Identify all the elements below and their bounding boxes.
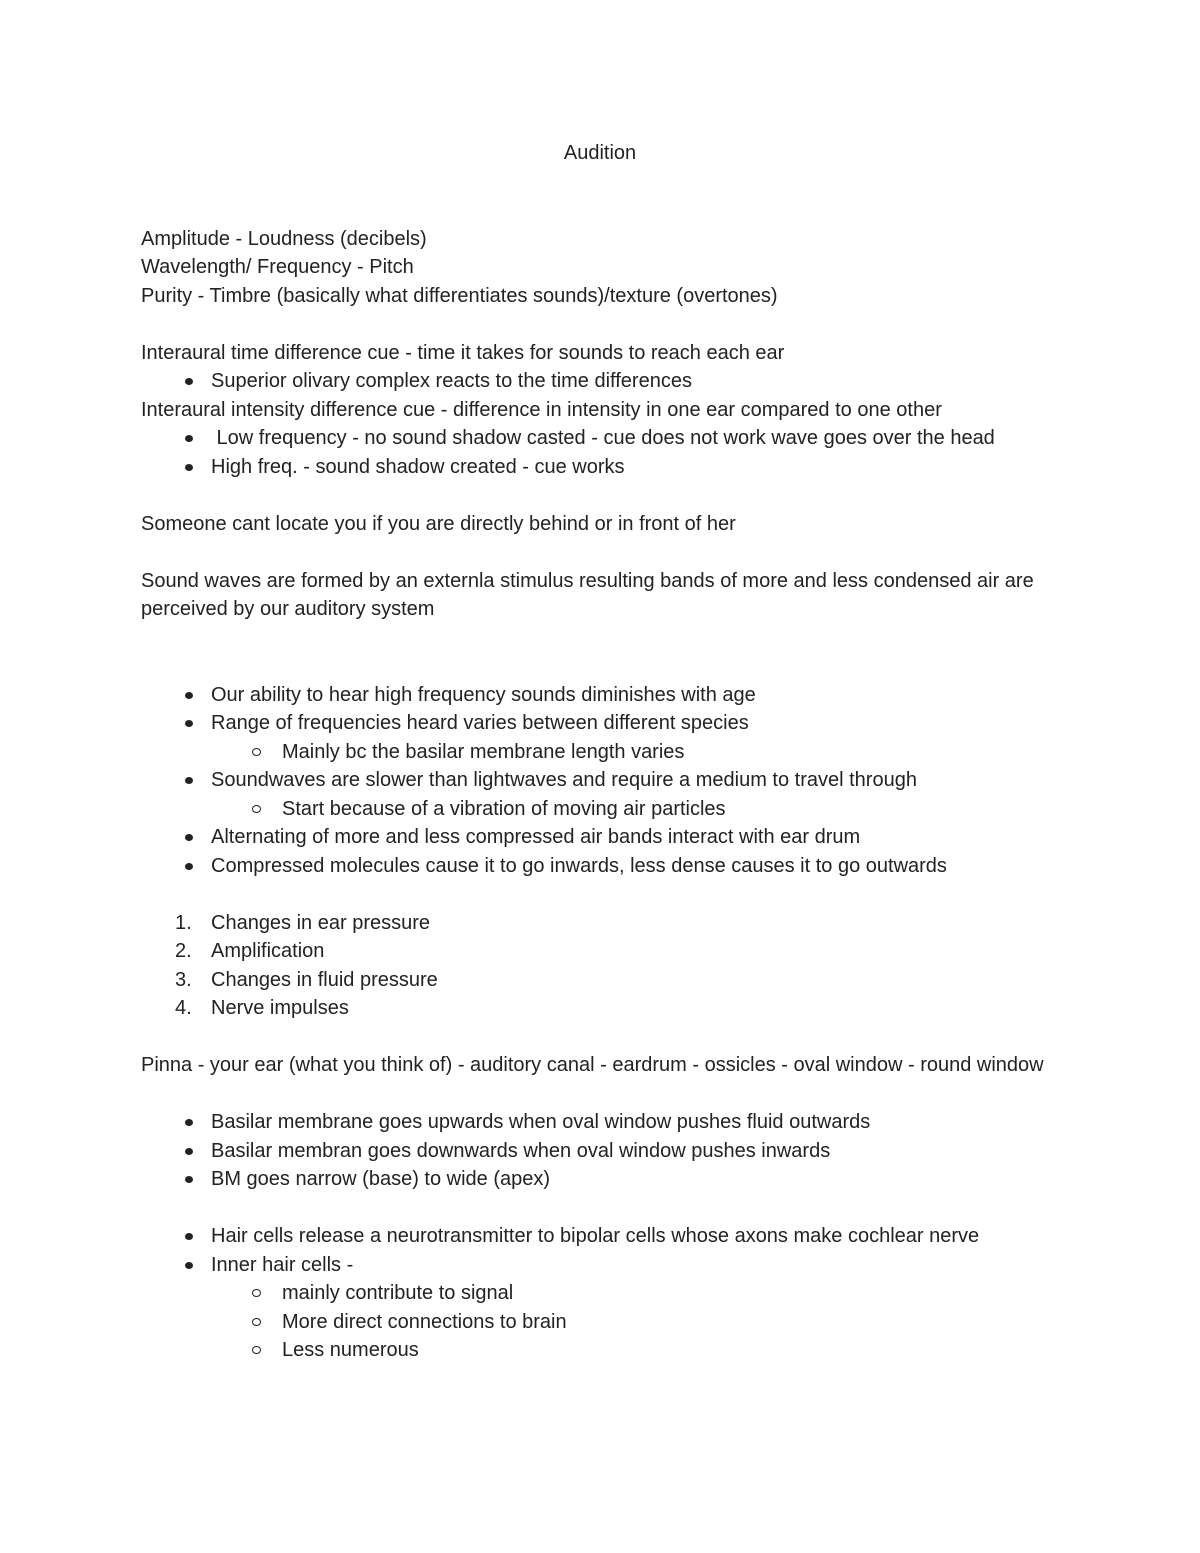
list-item-text: Our ability to hear high frequency sounds diminishes with age [211,683,756,706]
item-number: 3. [175,968,192,991]
list-item-text: Hair cells release a neurotransmitter to bipolar cells whose axons make cochlear nerve [211,1225,980,1247]
pathway-paragraph: Pinna - your ear (what you think of) - auditory canal - eardrum - ossicles - oval window - round window [141,1054,1044,1076]
sub-list-item-text: Less numerous [282,1339,419,1361]
item-number: 1. [175,911,192,934]
numbered-item-text: Amplification [211,940,325,962]
list-item-text: BM goes narrow (base) to wide (apex) [211,1168,551,1190]
list-item-text: Low frequency - no sound shadow casted - cue does not work wave goes over the head [211,427,995,449]
list-item [141,1251,1071,1280]
list-item-text: Basilar membrane goes upwards when oval window pushes fluid outwards [211,1111,871,1133]
sub-list-item [141,795,1071,824]
list-item-text: High freq. - sound shadow created - cue works [211,455,625,478]
numbered-item-text: Changes in ear pressure [211,911,431,934]
list-item [141,681,1071,710]
sound-waves-paragraph: Sound waves are formed by an externla stimulus resulting bands of more and less condensed air are perceived by our auditory system [141,569,1034,620]
interaural-intensity-line: Interaural intensity difference cue - difference in intensity in one ear compared to one other [141,398,942,421]
list-item-text: Soundwaves are slower than lightwaves and require a medium to travel through [211,769,917,791]
sub-list-item [141,1279,1071,1308]
interaural-time-line: Interaural time difference cue - time it takes for sounds to reach each ear [141,341,785,364]
sub-list-item [141,1308,1071,1337]
numbered-item [141,994,1071,1023]
list-item [141,367,1071,396]
list-item [141,424,1071,453]
list-item-text: Basilar membran goes downwards when oval window pushes inwards [211,1139,831,1162]
numbered-item-text: Changes in fluid pressure [211,968,438,991]
item-number: 4. [175,997,192,1019]
list-item [141,766,1071,795]
sub-list-item-text: Mainly bc the basilar membrane length varies [282,740,685,763]
sub-list-item [141,738,1071,767]
list-item [141,1137,1071,1166]
list-item [141,1222,1071,1251]
list-item [141,852,1071,881]
list-item [141,1108,1071,1137]
list-item-text: Range of frequencies heard varies between different species [211,712,749,734]
numbered-item [141,909,1071,938]
definition-purity: Purity - Timbre (basically what differentiates sounds)/texture (overtones) [141,284,778,307]
definition-amplitude: Amplitude - Loudness (decibels) [141,227,427,250]
document-page [141,139,1071,1365]
sub-list-item-text: Start because of a vibration of moving air particles [282,797,726,820]
definition-wavelength: Wavelength/ Frequency - Pitch [141,256,414,278]
numbered-item-text: Nerve impulses [211,997,349,1019]
sub-list-item [141,1336,1071,1365]
list-item-text: Superior olivary complex reacts to the time differences [211,370,692,392]
item-number: 2. [175,940,192,962]
list-item-text: Inner hair cells - [211,1253,354,1276]
sub-list-item-text: mainly contribute to signal [282,1282,514,1304]
list-item [141,453,1071,482]
page-title: Audition [563,142,637,164]
list-item [141,823,1071,852]
list-item-text: Compressed molecules cause it to go inwards, less dense causes it to go outwards [211,854,947,877]
locate-note: Someone cant locate you if you are directly behind or in front of her [141,512,736,535]
sub-list-item-text: More direct connections to brain [282,1310,567,1333]
list-item [141,1165,1071,1194]
numbered-item [141,937,1071,966]
list-item [141,709,1071,738]
list-item-text: Alternating of more and less compressed air bands interact with ear drum [211,826,861,848]
numbered-item [141,966,1071,995]
